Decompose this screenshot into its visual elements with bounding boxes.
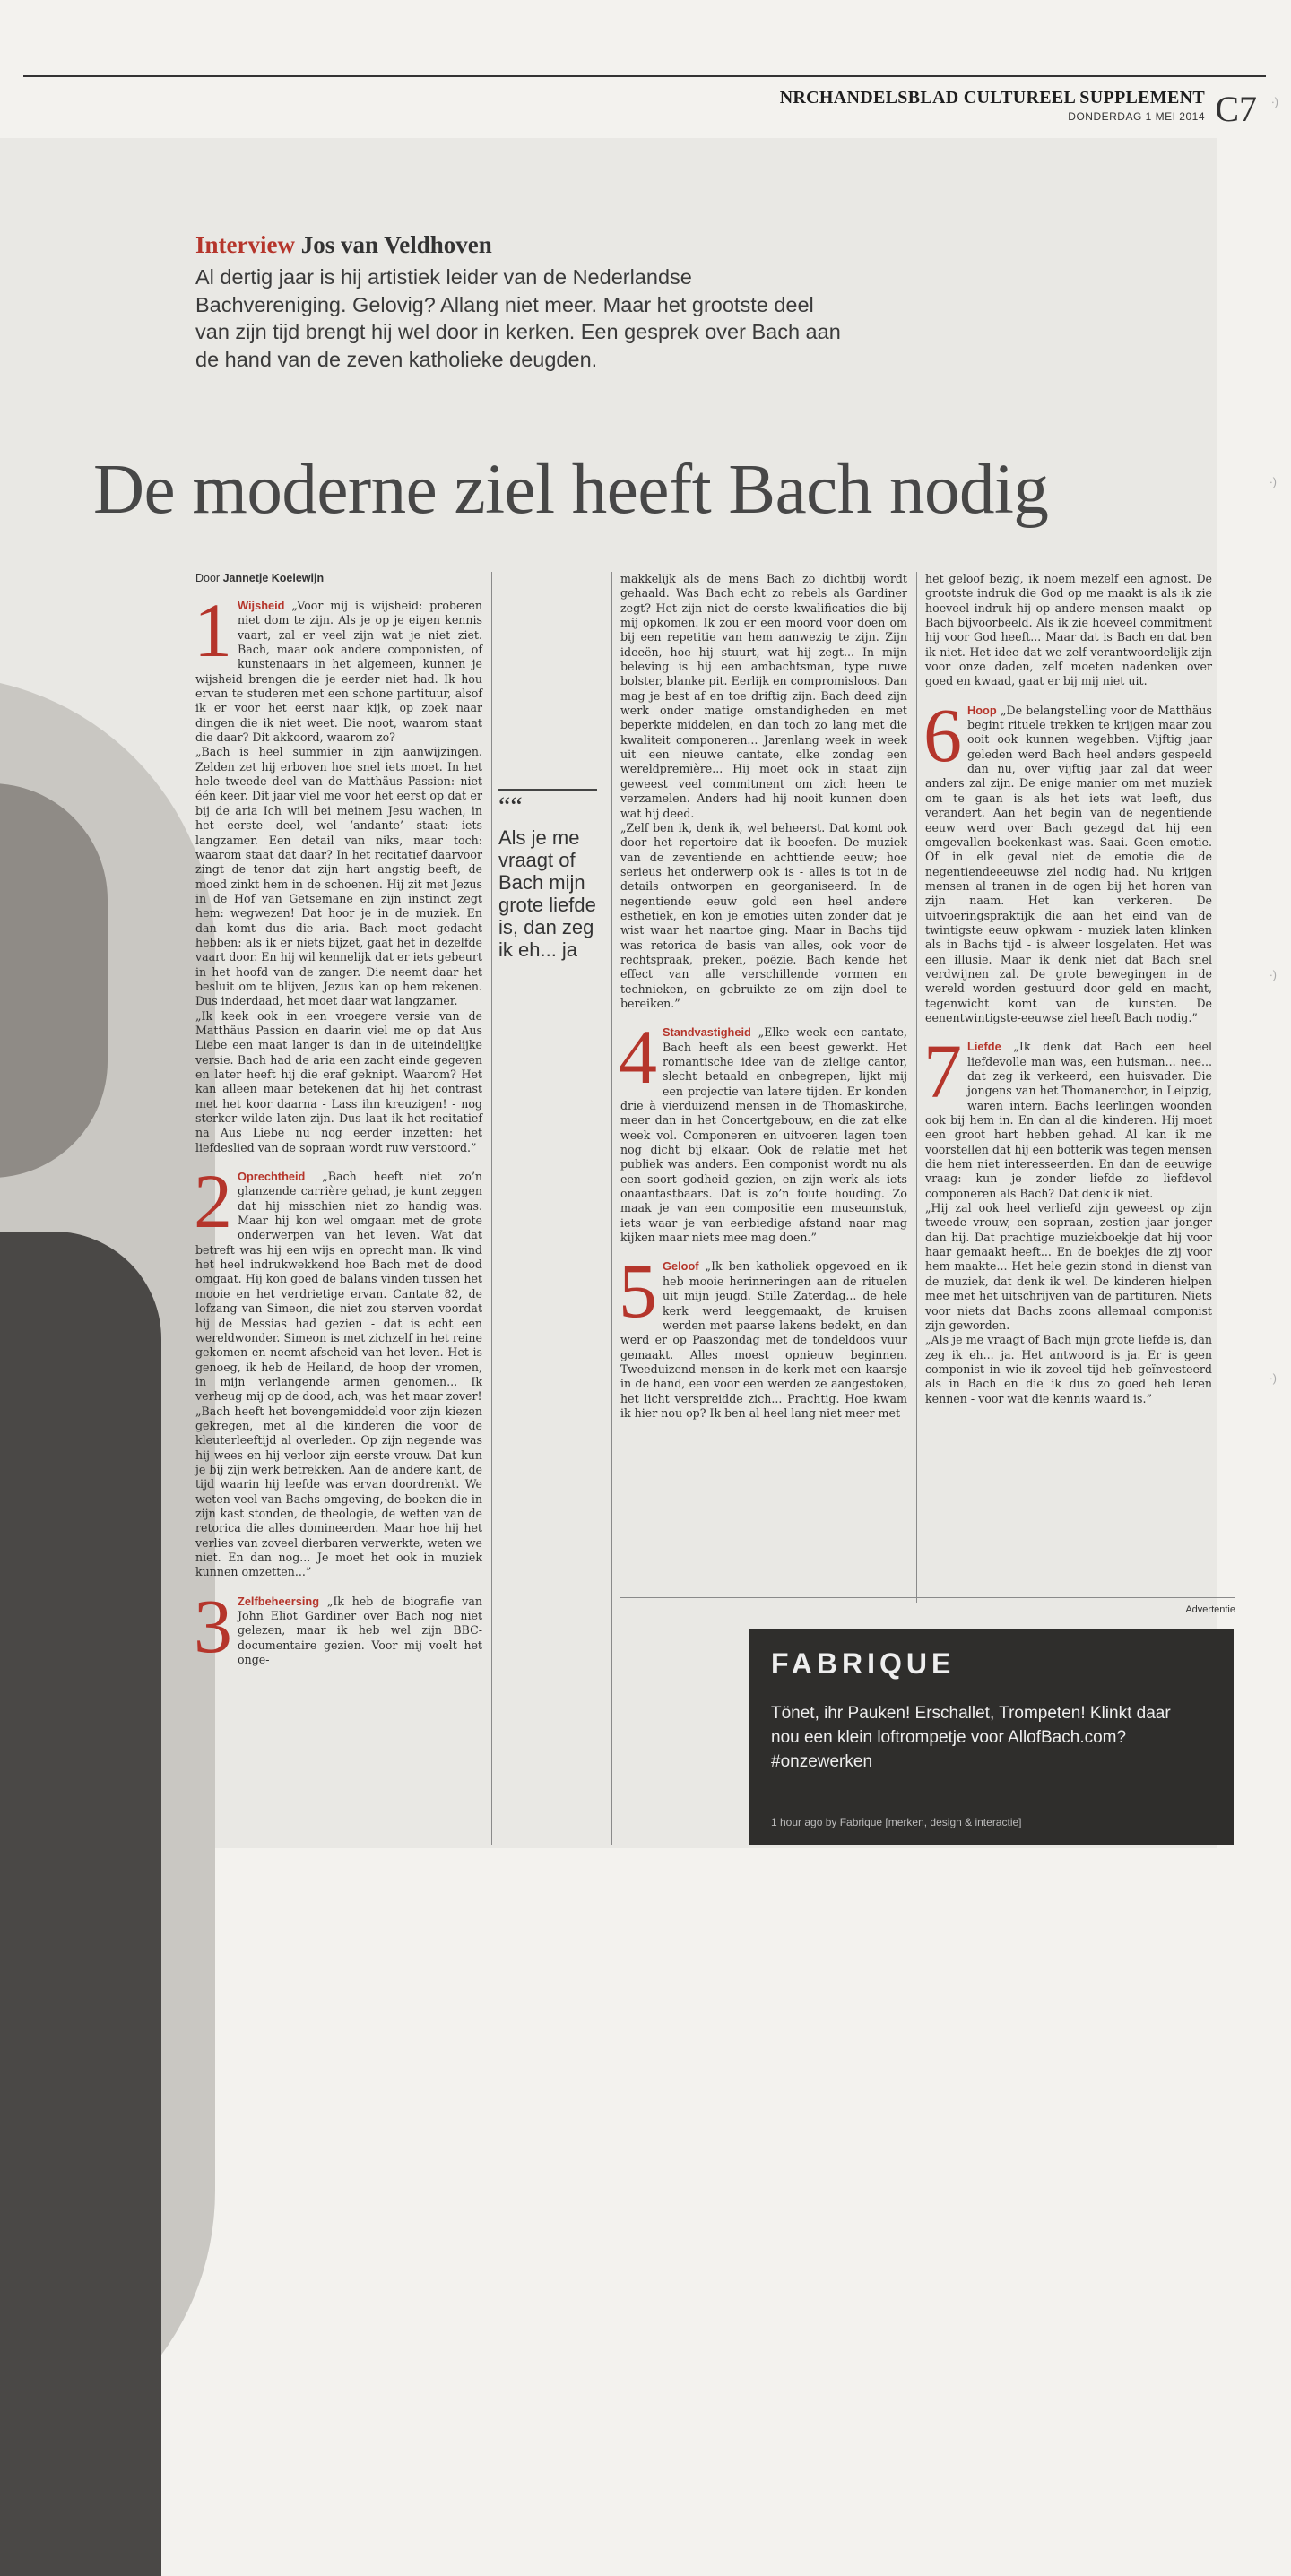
paragraph: „Bach is heel summier in zijn aanwijzingen. Zelden zet hij erboven hoe snel iets moet. In het hele tweede deel van de Matthäus Passion: niet één keer. Dit jaar viel me voor het eerst op dat er bij de aria Ich will bei meinem Jesu wachen, in het eerste deel, wel ‘andante’ staat: iets langzamer. Een detail van niks, maar toch: waarom staat dat daar? In het recitatief daarvoor zingt de tenor dat zijn hart angstig beeft, de moed zinkt hem in de schoenen. Hij zit met Jezus in de Hof van Getsemane en zijn instinct zegt hem: wegwezen! Dat hoor je in de muziek. En dan komt dus die aria. Bach moet gedacht hebben: als ik er niets bijzet, gaat het in dezelfde vaart door. En hij wil kennelijk dat er iets gebeurt in het hoofd van de zanger. Die neemt daar het besluit om te blijven, Jezus kan op hem rekenen. Dus inderdaad, het moet daar wat langzamer.: [195, 745, 482, 1008]
paragraph-text: „Elke week een cantate, Bach heeft als een beest gewerkt. Het romantische idee van de zielige cantor, slecht betaald en onbegrepen, lijkt mij een projectie van latere tijden. Er konden drie à vierduizend mensen in de Thomaskirche, meer dan in het Concertgebouw, en die zat elke week vol. Componeren en uitvoeren lagen toen nog dicht bij elkaar. Ook de relatie met het publiek was anders. Een componist wordt nu als een soort godheid gezien, en zijn werk als iets onaantastbaars. Dat is zo’n foute houding. Zo maak je van een compositie een museumstuk, iets waar je van eerbiedige afstand naar mag kijken maar niets mee mag doen.”: [620, 1025, 907, 1245]
paragraph: [194, 1582, 482, 1669]
fabrique-advert[interactable]: [749, 1629, 1234, 1845]
page-number: C7: [1215, 89, 1257, 129]
section-wijsheid: [194, 587, 482, 1155]
paragraph-text: „Ik ben katholiek opgevoed en ik heb mooie herinneringen aan de rituelen uit mijn jeugd. Stille Zaterdag... de hele kerk werd leeggemaakt, de kruisen werden met paarse lakens bedekt, en dan werd er op Paaszondag met de tondeldoos vuur gemaakt. Alles moest opnieuw beginnen. Tweeduizend mensen in de kerk met een kaarsje in de hand, een voor een werden ze aangestoken, het licht verspreidde zich... Prachtig. Hoe kwam ik hier nou op? Ik ben al heel lang niet meer met: [620, 1259, 907, 1420]
scan-mark-icon: ∙): [1269, 1371, 1277, 1385]
section-heading: Zelfbeheersing: [238, 1594, 320, 1608]
portrait-face: [0, 783, 108, 1178]
paragraph: [619, 1014, 907, 1245]
masthead-rule: [23, 75, 1266, 77]
section-number: 2: [194, 1158, 232, 1245]
pull-quote-rule: [498, 789, 597, 791]
pull-quote: [498, 789, 597, 961]
section-standvastigheid: [619, 1014, 907, 1245]
advert-message: Tönet, ihr Pauken! Erschallet, Trompeten! Klinkt daar nou een klein loftrompetje voor AllofBach.com? #onzewerken: [771, 1704, 1171, 1771]
section-heading: Hoop: [967, 703, 997, 717]
section-number: 4: [619, 1014, 657, 1101]
section-number: 5: [619, 1248, 657, 1335]
byline: [195, 572, 324, 584]
byline-author: Jannetje Koelewijn: [222, 572, 325, 584]
paragraph-text: „Ik heb de biografie van John Eliot Gardiner over Bach nog niet gelezen, maar ik heb wel zijn BBC-documentaire gezien. Voor mij voelt het onge-: [238, 1594, 482, 1667]
paragraph-text: „Voor mij is wijsheid: proberen niet dom te zijn. Als je op je eigen kennis vaart, zal er veel zijn wat je niet ziet. Bach, maar ook andere componisten, of kunstenaars in het algemeen, kunnen je wijsheid brengen die je eerder niet had. Ik hou ervan te studeren met een schone partituur, alsof ik er voor het eerst naar kijk, op zoek naar dingen die ik niet weet. Die noot, waarom staat die daar? Dit akkoord, waarom zo?: [195, 599, 482, 745]
paragraph: [194, 1158, 482, 1405]
kicker: [195, 231, 492, 259]
paragraph: makkelijk als de mens Bach zo dichtbij wordt gehaald. Was Bach echt zo rebels als Gardiner zegt? Het zijn niet de eerste kwalificaties die bij mij opkomen. Ik zou er een moord voor doen om bij een repetitie van hem aanwezig te zijn. Zijn ideeën, hoe hij stuurt, wat hij zegt... In mijn beleving is hij een ambachtsman, type ruwe bolster, blanke pit. Eerlijk en compromisloos. Dan mag je best af en toe driftig zijn. Bach deed zijn werk onder matige omstandigheden en met beperkte middelen, en dan toch zo lang met die kwaliteit componeren... Jarenlang week in week uit een nieuwe cantate, elke zondag een wereldpremière... Hij moet ook in staat zijn geweest veel commitment om zich heen te verzamelen. Anders had hij nooit kunnen doen wat hij deed.: [620, 572, 907, 820]
paragraph: „Hij zal ook heel verliefd zijn geweest op zijn tweede vrouw, een sopraan, zestien jaar jonger dan hij. Dat prachtige muziekboekje dat hij voor haar gemaakt heeft... En de boekjes die zij voor hem maakte... Het hele gezin stond in dienst van de muziek, dat denk ik wel. De kinderen hielpen mee met het uitschrijven van de partituren. Niets voor niets dat Bachs zoons allemaal componist zijn geworden.: [925, 1201, 1212, 1332]
section-hoop: [923, 691, 1212, 1026]
kicker-name: Jos van Veldhoven: [300, 231, 492, 258]
column-3: [925, 572, 1212, 1406]
paragraph: „Als je me vraagt of Bach mijn grote liefde is, dan zeg ik eh... ja. Het antwoord is ja. Er is geen componist in wie ik zoveel tijd heb geïnvesteerd als in Bach en die ik dus zo goed heb leren kennen - voor wat die kennis waard is.”: [925, 1333, 1212, 1405]
advert-footer: 1 hour ago by Fabrique [merken, design & interactie]: [771, 1816, 1022, 1828]
paragraph: [619, 1248, 907, 1421]
section-oprechtheid: [194, 1158, 482, 1580]
column-2: [620, 572, 907, 1421]
paragraph: [194, 587, 482, 745]
paragraph: „Bach heeft het bovengemiddeld voor zijn kiezen gekregen, met al die kinderen die voor de kleuterleeftijd al overleden. Op zijn negende was hij wees en hij verloor zijn eerste vrouw. Dat kun je bij zijn werk betrekken. Aan de andere kant, de tijd waarin hij leefde was ervan doordrenkt. We weten veel van Bachs omgeving, de boeken die in zijn kast stonden, de theologie, de wetten van de retorica die alles domineerden. Maar hoe hij het verlies van zoveel dierbaren verwerkte, weten we niet. En dan nog... Je moet het ook in muziek kunnen omzetten...”: [195, 1404, 482, 1579]
headline: De moderne ziel heeft Bach nodig: [93, 451, 1049, 529]
scan-mark-icon: ∙): [1269, 475, 1277, 488]
portrait-coat: [0, 1232, 161, 2576]
paragraph-text: „De belangstelling voor de Matthäus begint rituele trekken te krijgen maar zou ooit ook kunnen wegebben. Vijftig jaar geleden werd Bach heel anders gespeeld dan nu, over vijftig jaar zal dat weer anders zal zijn. De enige manier om met muziek om te gaan is als het iets wat leeft, dus verandert. Aan het begin van de negentiende eeuw werd over Bach gezegd dat hij een omgevallen boekenkast was. Saai. Geen emotie. Of in elk geval niet de emotie die de negentiendeeeuwse ziel nodig had. Nu krijgen mensen al tranen in de ogen bij het horen van zijn naam. Het kan verkeren. De uitvoeringspraktijk die aan het eind van de twintigste eeuw opkwam - muziek laten klinken als in Bachs tijd - is alweer losgelaten. Het was een illusie. Maar ik denk niet dat Bach snel verdwijnen zal. De grote bewegingen in de wereld worden gestuurd door geld en macht, tegenwicht komt van de kunsten. De eenentwintigste-eeuwse ziel heeft Bach nodig.”: [925, 703, 1212, 1024]
paragraph: „Zelf ben ik, denk ik, wel beheerst. Dat komt ook door het repertoire dat ik beoefen. De muziek van de zeventiende en achttiende eeuw; hoe serieus het onderwerp ook is - alles is tot in de details ontworpen en georganiseerd. In de negentiende eeuw gold een heel andere esthetiek, en kon je emoties uiten zonder dat je wist waar het naartoe ging. Maar in Bachs tijd was retorica de basis van alles, ook voor de rechtspraak, preken, poëzie. Bach kende het effect van alle verschillende vormen en technieken, en gebruikte ze om zijn doel te bereiken.”: [620, 820, 907, 1010]
scan-mark-icon: ∙): [1271, 95, 1278, 108]
section-number: 6: [923, 691, 962, 778]
paragraph-text: „Ik denk dat Bach een heel liefdevolle man was, een huisman... nee... dat zeg ik verkeerd, een huisvader. Die jongens van het Thomanerchor, in Leipzig, waren intern. Bachs leerlingen woonden ook bij hem in. En dan al die kinderen. Hij moet een groot hart hebben gehad. Al kan ik me voorstellen dat hij een botterik was tegen mensen die hem niet interesseerden. En dan de eeuwige vraag: kun je zonder liefde zo liefdevol componeren als Bach? Dat denk ik niet.: [925, 1040, 1212, 1200]
section-number: 7: [923, 1028, 962, 1115]
section-liefde: [923, 1028, 1212, 1406]
paragraph-text: „Bach heeft niet zo’n glanzende carrière gehad, je kunt zeggen dat hij misschien niet zo handig was. Maar hij kon wel omgaan met de grote onderwerpen van het leven. Wat dat betreft was hij een wijs en oprecht man. Ik vind het heel indrukwekkend hoe Bach met de dood omgaat. Hij kon goed de balans vinden tussen het mooie en het verdrietige ervan. Cantate 82, de lofzang van Simeon, die niet zou sterven voordat hij de Messias had gezien - dat is echt een wereldwonder. Simeon is met zichzelf in het reine gekomen en neemt afscheid van het leven. Het is genoeg, ik heb de Heiland, de hoop der vromen, in mijn verlangende armen genomen... Ik verheug mij op de dood, ach, was het maar zover!: [195, 1170, 482, 1404]
section-heading: Geloof: [663, 1259, 699, 1274]
section-zelfbeheersing: [194, 1582, 482, 1669]
section-heading: Oprechtheid: [238, 1170, 306, 1184]
advert-label: Advertentie: [1185, 1604, 1235, 1615]
byline-prefix: Door: [195, 572, 221, 584]
advert-brand: FABRIQUE: [771, 1647, 956, 1680]
pull-quote-text: Als je me vraagt of Bach mijn grote liefde is, dan zeg ik eh... ja: [498, 826, 596, 961]
issue-date: DONDERDAG 1 MEI 2014: [1068, 110, 1205, 123]
section-number: 1: [194, 587, 232, 673]
column-rule-3: [916, 572, 917, 1603]
column-1: [194, 587, 482, 1669]
section-heading: Standvastigheid: [663, 1025, 751, 1040]
masthead: [780, 88, 1205, 123]
section-heading: Liefde: [967, 1040, 1001, 1054]
portrait-photo: [0, 676, 215, 2468]
paragraph: [923, 1028, 1212, 1201]
quote-mark-icon: ““: [498, 791, 523, 821]
kicker-label: Interview: [195, 231, 295, 258]
column-rule-1: [491, 572, 492, 1845]
intro-text: Al dertig jaar is hij artistiek leider van de Nederlandse Bachvereniging. Gelovig? Allang niet meer. Maar het grootste deel van zijn tijd brengt hij wel door in kerken. Een gesprek over Bach aan de hand van de zeven katholieke deugden.: [195, 265, 841, 371]
paragraph: [923, 691, 1212, 1026]
section-number: 3: [194, 1582, 232, 1669]
section-heading: Wijsheid: [238, 599, 285, 612]
paragraph: het geloof bezig, ik noem mezelf een agnost. De grootste indruk die God op me maakt is als ik zie hoeveel indruk hij op andere mensen maakt - op Bach bijvoorbeeld. Als ik zie hoeveel commitment hij voor God heeft... Maar dat is Bach en dat ben ik niet. Het idee dat we zelf verantwoordelijk zijn voor onze daden, zelf moeten nadenken over goed en kwaad, gaat er bij mij niet uit.: [925, 572, 1212, 688]
scan-mark-icon: ∙): [1269, 968, 1277, 981]
advert-rule: [620, 1597, 1235, 1598]
section-geloof: [619, 1248, 907, 1421]
column-rule-2: [611, 572, 612, 1845]
paper-name: NRCHANDELSBLAD CULTUREEL SUPPLEMENT: [779, 88, 1205, 108]
paragraph: „Ik keek ook in een vroegere versie van de Matthäus Passion en daarin viel me op dat Aus Liebe een maat langer is dan in de uiteindelijke versie. Bach had de aria een zacht einde gegeven en later heeft hij die eraf geknipt. Waarom? Het kan alleen maar betekenen dat hij het contrast met het koor daarna - Lass ihn kreuzigen! - nog sterker wilde laten zijn. Dus laat ik het recitatief na Aus Liebe nu nog eerder inzetten: het liefdeslied van de sopraan wordt ruw verstoord.”: [195, 1008, 482, 1154]
